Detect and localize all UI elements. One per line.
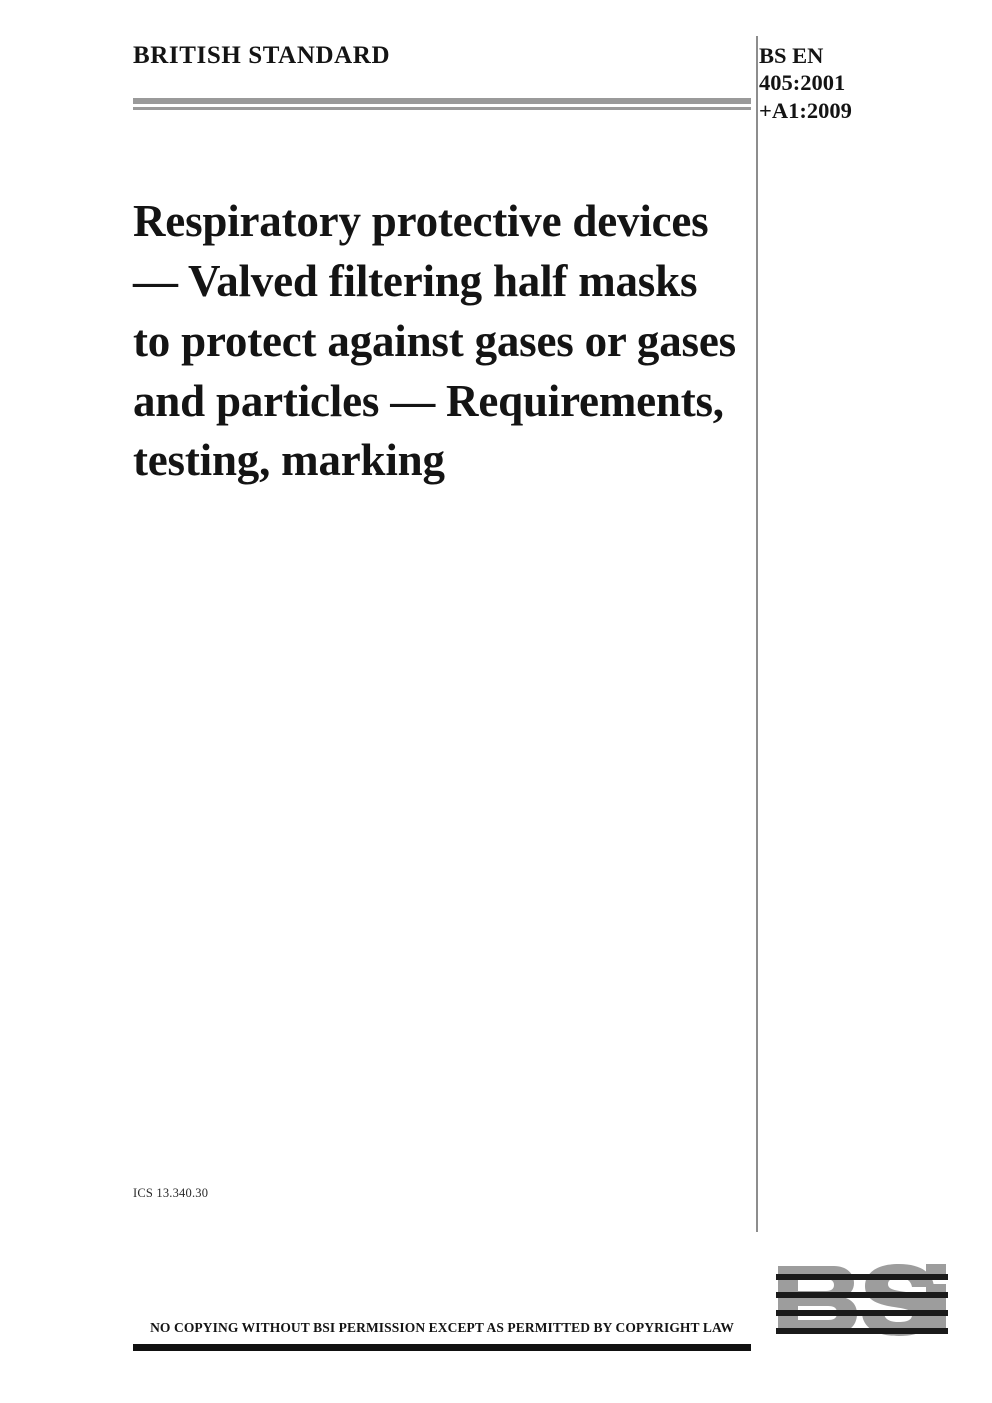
footer-rule (133, 1344, 751, 1351)
document-number-line-2: 405:2001 (759, 70, 846, 96)
header-rule-thick (133, 98, 751, 104)
ics-code: ICS 13.340.30 (133, 1186, 209, 1200)
document-number (759, 42, 909, 124)
brand-label: BRITISH STANDARD (133, 42, 391, 69)
page-header (133, 42, 909, 124)
document-number-line-3: +A1:2009 (759, 97, 852, 123)
document-number-line-1: BS EN (759, 43, 824, 68)
header-rule-thin (133, 107, 751, 110)
page-title: Respiratory protective devices — Valved filtering half masks to protect against gases or gases and particles — Requirements, testing, marking (133, 196, 736, 486)
copyright-notice: NO COPYING WITHOUT BSI PERMISSION EXCEPT AS PERMITTED BY COPYRIGHT LAW (150, 1320, 734, 1335)
vertical-divider (756, 36, 758, 1232)
bsi-logo (776, 1262, 948, 1354)
